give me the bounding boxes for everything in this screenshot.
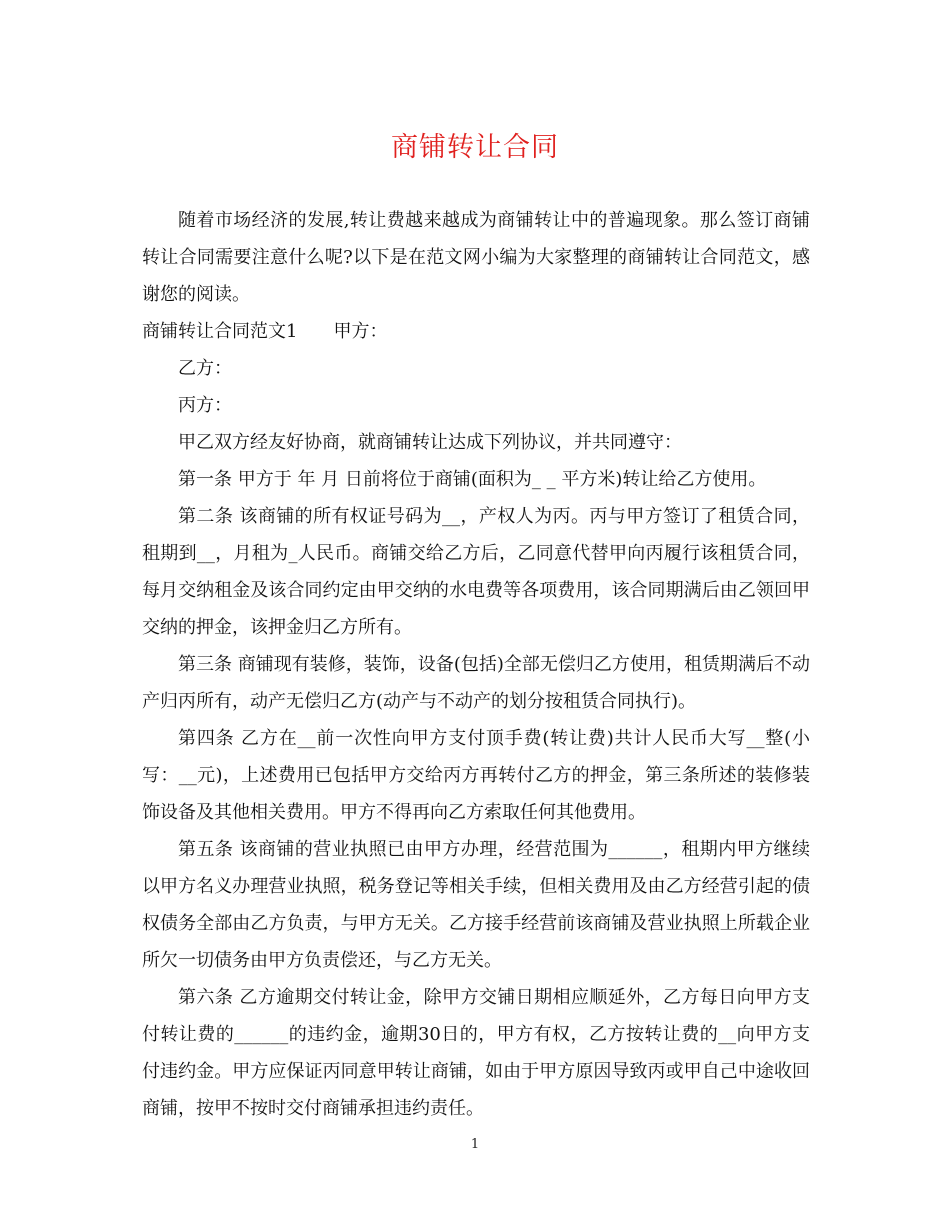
paragraph-article-5: 第五条 该商铺的营业执照已由甲方办理，经营范围为______，租期内甲方继续以甲方名义办理营业执照，税务登记等相关手续，但相关费用及由乙方经营引起的债权债务全部由乙方负责，与甲方无关。乙方接手经营前该商铺及营业执照上所载企业所欠一切债务由甲方负责偿还，与乙方无关。 [142, 839, 810, 971]
paragraph-agreement: 甲乙双方经友好协商，就商铺转让达成下列协议，并共同遵守： [178, 432, 682, 453]
paragraph-party-a: 商铺转让合同范文1 甲方： [142, 321, 388, 342]
paragraph-article-3: 第三条 商铺现有装修，装饰，设备(包括)全部无偿归乙方使用，租赁期满后不动产归丙所有，动产无偿归乙方(动产与不动产的划分按租赁合同执行)。 [142, 654, 810, 712]
paragraph-intro: 随着市场经济的发展,转让费越来越成为商铺转让中的普遍现象。那么签订商铺转让合同需要注意什么呢?以下是在范文网小编为大家整理的商铺转让合同范文，感谢您的阅读。 [142, 210, 810, 305]
paragraph-article-2: 第二条 该商铺的所有权证号码为__，产权人为丙。丙与甲方签订了租赁合同，租期到__，月租为_人民币。商铺交给乙方后，乙同意代替甲向丙履行该租赁合同，每月交纳租金及该合同约定由甲交纳的水电费等各项费用，该合同期满后由乙领回甲交纳的押金，该押金归乙方所有。 [142, 506, 810, 638]
document-body [142, 202, 810, 1127]
paragraph-article-1: 第一条 甲方于 年 月 日前将位于商铺(面积为_ _ 平方米)转让给乙方使用。 [178, 469, 767, 490]
paragraph-party-c: 丙方： [178, 395, 232, 416]
paragraph-article-6: 第六条 乙方逾期交付转让金，除甲方交铺日期相应顺延外，乙方每日向甲方支付转让费的______的违约金，逾期30日的，甲方有权，乙方按转让费的__向甲方支付违约金。甲方应保证丙同意甲转让商铺，如由于甲方原因导致丙或甲自己中途收回商铺，按甲不按时交付商铺承担违约责任。 [142, 987, 810, 1119]
page-number: 1 [470, 1137, 480, 1152]
paragraph-party-b: 乙方： [178, 358, 232, 379]
paragraph-article-4: 第四条 乙方在__前一次性向甲方支付顶手费(转让费)共计人民币大写__整(小写：__元)，上述费用已包括甲方交给丙方再转付乙方的押金，第三条所述的装修装饰设备及其他相关费用。甲方不得再向乙方索取任何其他费用。 [142, 728, 810, 823]
document-title: 商铺转让合同 [391, 132, 559, 163]
